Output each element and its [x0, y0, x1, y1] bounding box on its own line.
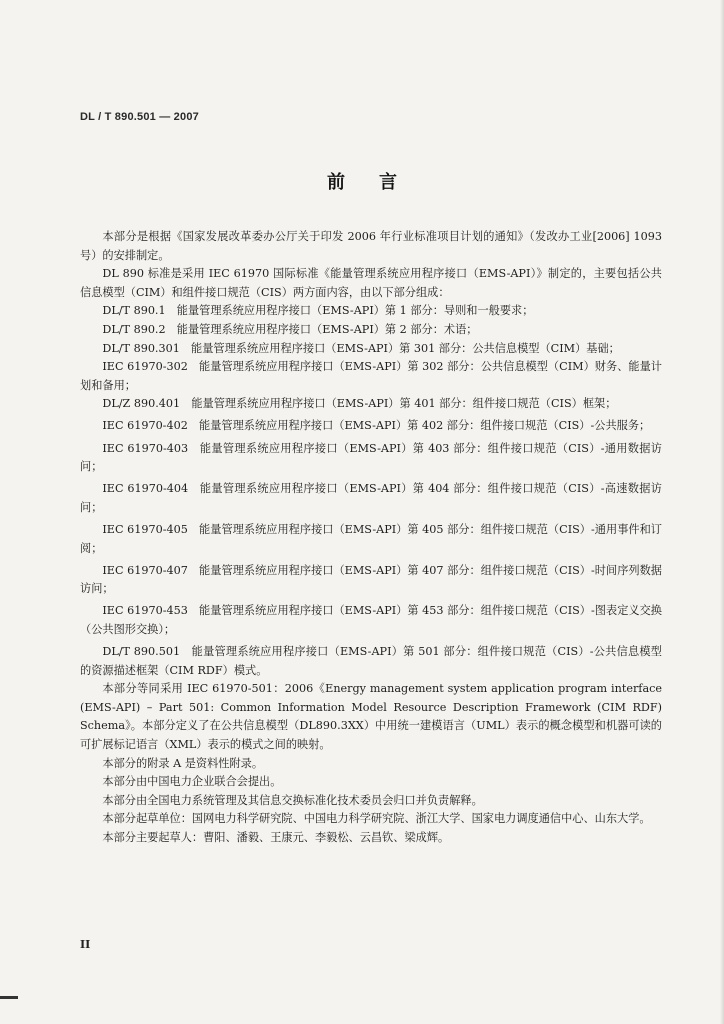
list-item-part-453: IEC 61970-453 能量管理系统应用程序接口（EMS-API）第 453 部分：组件接口规范（CIS）-图表定义交换（公共图形交换）；: [80, 604, 662, 636]
page-number: II: [80, 938, 91, 951]
list-item-part-1: DL/T 890.1 能量管理系统应用程序接口（EMS-API）第 1 部分：导则和一般要求；: [102, 304, 534, 318]
list-item-part-407: IEC 61970-407 能量管理系统应用程序接口（EMS-API）第 407 部分：组件接口规范（CIS）-时间序列数据访问；: [80, 563, 662, 596]
list-item-part-405: IEC 61970-405 能量管理系统应用程序接口（EMS-API）第 405 部分：组件接口规范（CIS）-通用事件和订阅；: [80, 522, 662, 555]
list-item-part-403: IEC 61970-403 能量管理系统应用程序接口（EMS-API）第 403 部分：组件接口规范（CIS）-通用数据访问；: [80, 441, 662, 474]
paragraph-responsible-committee: 本部分由全国电力系统管理及其信息交换标准化技术委员会归口并负责解释。: [102, 793, 483, 807]
paragraph-basis: 本部分是根据《国家发展改革委办公厅关于印发 2006 年行业标准项目计划的通知》（发改办工业[2006] 1093 号）的安排制定。: [80, 230, 662, 262]
list-item-part-401: DL/Z 890.401 能量管理系统应用程序接口（EMS-API）第 401 部分：组件接口规范（CIS）框架；: [102, 397, 617, 411]
paragraph-standard-overview: DL 890 标准是采用 IEC 61970 国际标准《能量管理系统应用程序接口（EMS-API）》制定的，主要包括公共信息模型（CIM）和组件接口规范（CIS）两方面内容，由以下部分组成：: [80, 267, 662, 299]
foreword-body: [80, 228, 662, 848]
list-item-part-2: DL/T 890.2 能量管理系统应用程序接口（EMS-API）第 2 部分：术语；: [102, 322, 478, 336]
document-code: DL / T 890.501 — 2007: [80, 111, 199, 123]
paragraph-drafters: 本部分主要起草人：曹阳、潘毅、王康元、李毅松、云昌钦、梁成辉。: [102, 830, 450, 844]
paragraph-adoption: 本部分等同采用 IEC 61970-501：2006《Energy management system application program interface (EMS-API) – Part 501: Common Information Model Resource Description Framework (CIM RDF) Schema》。本部分定义了在公共信息模型（DL890.3XX）中用统一建模语言（UML）表示的概念模型和机器可读的可扩展标记语言（XML）表示的模式之间的映射。: [80, 682, 662, 751]
paragraph-proposer: 本部分由中国电力企业联合会提出。: [102, 775, 282, 789]
scan-edge-mark: [0, 996, 18, 999]
list-item-part-501: DL/T 890.501 能量管理系统应用程序接口（EMS-API）第 501 部分：组件接口规范（CIS）-公共信息模型的资源描述框架（CIM RDF）模式。: [80, 644, 662, 677]
paragraph-drafting-units: 本部分起草单位：国网电力科学研究院、中国电力科学研究院、浙江大学、国家电力调度通信中心、山东大学。: [102, 812, 651, 826]
list-item-part-404: IEC 61970-404 能量管理系统应用程序接口（EMS-API）第 404 部分：组件接口规范（CIS）-高速数据访问；: [80, 482, 662, 514]
list-item-part-302: IEC 61970-302 能量管理系统应用程序接口（EMS-API）第 302 部分：公共信息模型（CIM）财务、能量计划和备用；: [80, 360, 662, 392]
list-item-part-402: IEC 61970-402 能量管理系统应用程序接口（EMS-API）第 402 部分：组件接口规范（CIS）-公共服务；: [102, 419, 651, 433]
paragraph-appendix: 本部分的附录 A 是资料性附录。: [102, 756, 264, 770]
page-edge-shadow: [720, 0, 724, 1024]
page-title: 前言: [327, 172, 431, 193]
list-item-part-301: DL/T 890.301 能量管理系统应用程序接口（EMS-API）第 301 部分：公共信息模型（CIM）基础；: [102, 341, 620, 355]
